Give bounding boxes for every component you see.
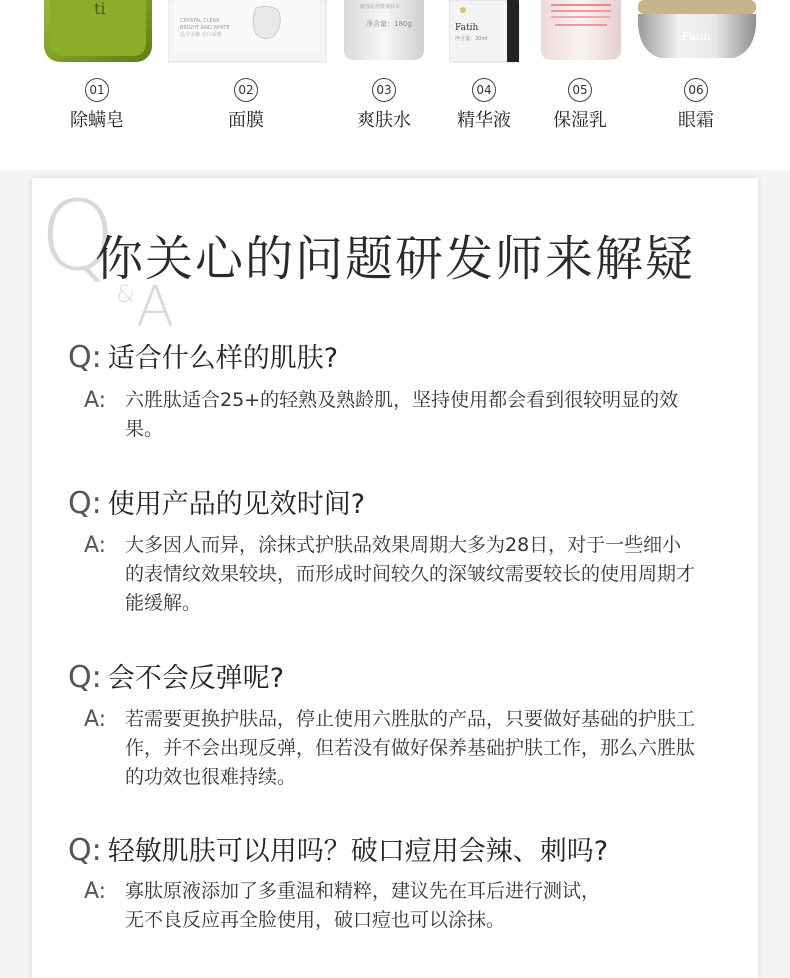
answer-text: 寡肽原液添加了多重温和精粹，建议先在耳后进行测试， 无不良反应再全脸使用，破口痘也可以涂抹。	[125, 880, 601, 931]
product-name: 除螨皂	[70, 110, 124, 131]
svg-text:净含量：30ml: 净含量：30ml	[455, 36, 488, 42]
product-number: 01	[85, 78, 109, 102]
question-1	[68, 336, 338, 375]
qa-deco-a: A	[136, 275, 175, 340]
question-text: 轻敏肌肤可以用吗？破口痘用会辣、刺吗?	[107, 836, 609, 867]
svg-text:Fatih: Fatih	[455, 23, 479, 33]
qa-deco-amp: &	[116, 280, 135, 308]
a-label: A:	[84, 388, 107, 413]
eye-cream-jar-icon	[636, 0, 760, 64]
a-label: A:	[84, 879, 107, 904]
section-title: 你关心的问题研发师来解疑	[94, 231, 695, 287]
answer-text: 若需要更换护肤品，停止使用六胜肽的产品，只要做好基础的护肤工作，并不会出现反弹，但若没有做好保养基础护肤工作，那么六胜肽的功效也很难持续。	[125, 708, 696, 788]
product-number: 04	[472, 78, 496, 102]
q-label: Q:	[68, 833, 102, 868]
product-number: 06	[684, 78, 708, 102]
lotion-bottle-icon	[541, 0, 623, 64]
product-strip	[0, 0, 790, 170]
q-label: Q:	[68, 340, 102, 375]
product-name: 爽肤水	[357, 110, 411, 131]
product-number: 02	[234, 78, 258, 102]
mask-icon	[168, 0, 328, 64]
product-number: 03	[372, 78, 396, 102]
svg-text:蓝莲花舒缓爽肤水: 蓝莲花舒缓爽肤水	[360, 4, 401, 10]
question-2	[68, 482, 365, 521]
qa-deco-q: Q	[40, 180, 116, 292]
a-label: A:	[84, 707, 107, 732]
product-name: 精华液	[457, 110, 511, 131]
question-3	[68, 656, 284, 695]
q-label: Q:	[68, 660, 102, 695]
toner-bottle-icon	[344, 0, 428, 64]
question-4	[68, 829, 608, 868]
svg-text:净含量：180g: 净含量：180g	[366, 20, 412, 28]
answer-text: 六胜肽适合25+的轻熟及熟龄肌，坚持使用都会看到很较明显的效果。	[125, 389, 679, 440]
product-name: 面膜	[228, 110, 264, 131]
question-text: 适合什么样的肌肤?	[107, 343, 339, 374]
question-text: 会不会反弹呢?	[107, 663, 285, 694]
product-name: 保湿乳	[553, 110, 607, 131]
question-text: 使用产品的见效时间?	[107, 489, 366, 520]
svg-text:晶莹水嫩 亮白面膜: 晶莹水嫩 亮白面膜	[180, 32, 222, 38]
product-name: 眼霜	[678, 110, 714, 131]
soap-label: ti	[94, 0, 106, 18]
soap-icon	[44, 0, 154, 64]
product-number: 05	[568, 78, 592, 102]
svg-text:Fatih: Fatih	[682, 30, 711, 43]
a-label: A:	[84, 533, 107, 558]
svg-text:BRIGHT AND WHITE: BRIGHT AND WHITE	[180, 25, 230, 31]
svg-text:CRYSTAL CLEAR: CRYSTAL CLEAR	[180, 18, 220, 24]
q-label: Q:	[68, 486, 102, 521]
serum-bottle-icon	[449, 0, 521, 64]
answer-text: 大多因人而异，涂抹式护肤品效果周期大多为28日，对于一些细小的表情纹效果较块，而形成时间较久的深皱纹需要较长的使用周期才能缓解。	[125, 534, 696, 614]
